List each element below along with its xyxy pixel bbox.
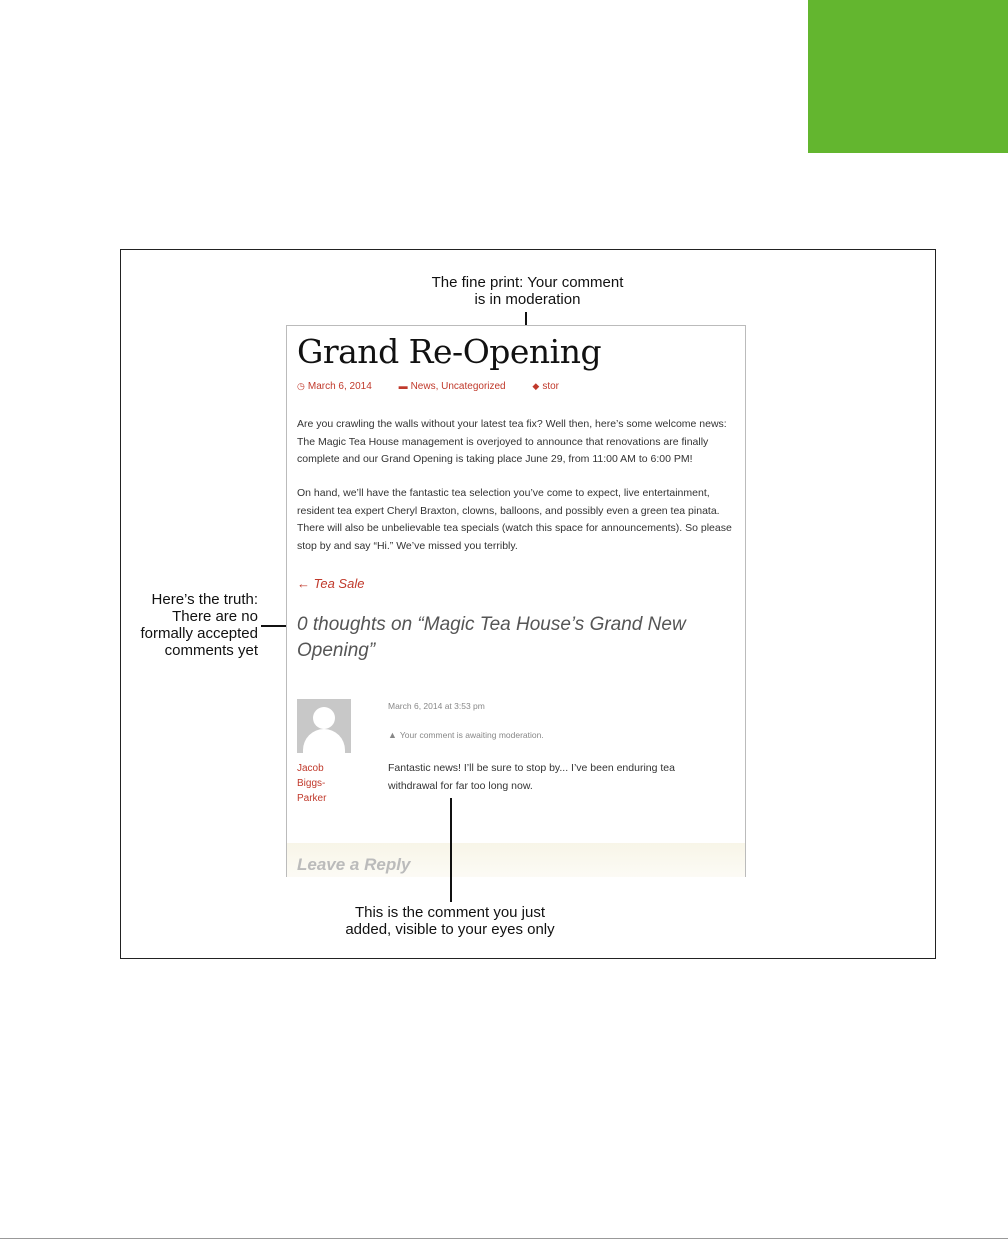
- comment-author-line2: Biggs-: [297, 778, 326, 789]
- comment-author-line1: Jacob: [297, 763, 324, 774]
- page-bottom-rule: [0, 1238, 1008, 1239]
- callout-no-comments-line2: There are no: [172, 608, 258, 625]
- post-date-link[interactable]: [297, 381, 384, 392]
- comment-author-link[interactable]: [297, 761, 337, 806]
- warning-icon: ▲: [388, 730, 397, 740]
- comment-author-line3: Parker: [297, 793, 327, 804]
- post-date: March 6, 2014: [307, 381, 372, 392]
- post-categories: News, Uncategorized: [410, 381, 506, 392]
- callout-your-comment-line1: This is the comment you just: [354, 904, 546, 921]
- callout-moderation: [400, 274, 655, 308]
- clock-icon: ◷: [297, 381, 305, 391]
- blog-post-screenshot: [286, 325, 746, 877]
- callout-no-comments-line3: formally accepted: [140, 625, 258, 642]
- avatar-head-shape: [313, 707, 335, 729]
- previous-post-link[interactable]: ← Tea Sale: [297, 576, 365, 591]
- comment-text: Fantastic news! I’ll be sure to stop by... I’ve been enduring tea withdrawal for far too long now.: [388, 762, 675, 792]
- callout-moderation-line2: is in moderation: [474, 291, 581, 308]
- callout-moderation-line1: The fine print: Your comment: [431, 274, 624, 291]
- avatar-body-shape: [303, 729, 345, 753]
- post-meta: [297, 381, 583, 392]
- callout-your-comment: [320, 904, 580, 938]
- reply-section: [287, 843, 746, 877]
- tag-icon: ◆: [532, 381, 540, 391]
- chapter-tab: [808, 0, 1008, 153]
- moderation-text: Your comment is awaiting moderation.: [399, 730, 544, 740]
- post-paragraph-2: On hand, we’ll have the fantastic tea selection you’ve come to expect, live entertainment, resident tea expert Cheryl Braxton, clowns, balloons, and possibly even a green tea pinata. There will also be unbelievable tea specials (watch this space for announcements). So please stop by and say “Hi.” We’ve missed you terribly.: [297, 487, 732, 552]
- callout-your-comment-leader: [450, 798, 452, 902]
- post-tag-link[interactable]: [532, 381, 571, 392]
- comment-date-link[interactable]: March 6, 2014 at 3:53 pm: [388, 701, 485, 711]
- post-categories-link[interactable]: [399, 381, 518, 392]
- post-paragraph-1: Are you crawling the walls without your latest tea fix? Well then, here’s some welcome news: The Magic Tea House management is overjoyed to announce that renovations are finally complete and our Grand Opening is taking place June 29, from 11:00 AM to 6:00 PM!: [297, 418, 727, 465]
- moderation-notice: [388, 730, 544, 740]
- callout-your-comment-line2: added, visible to your eyes only: [345, 921, 555, 938]
- callout-no-comments: [128, 591, 258, 659]
- callout-no-comments-line4: comments yet: [164, 642, 258, 659]
- post-title[interactable]: Grand Re-Opening: [297, 332, 602, 371]
- comments-title: 0 thoughts on “Magic Tea House’s Grand New Opening”: [297, 614, 686, 661]
- post-tag: stor: [542, 381, 559, 392]
- reply-title: Leave a Reply: [297, 855, 411, 874]
- avatar: [297, 699, 351, 753]
- folder-icon: ▬: [398, 381, 408, 391]
- callout-no-comments-line1: Here’s the truth:: [151, 591, 258, 608]
